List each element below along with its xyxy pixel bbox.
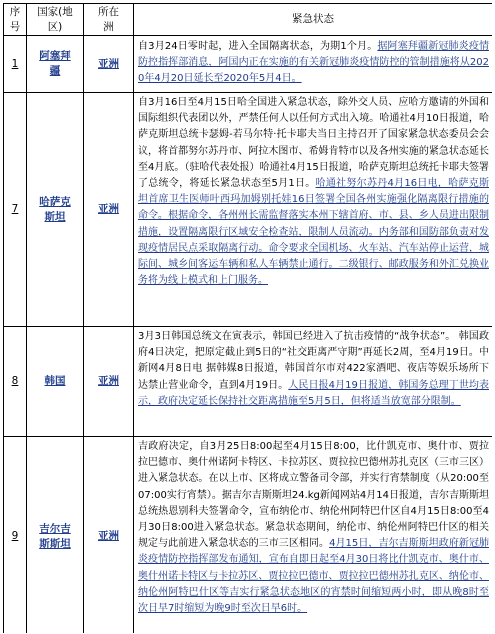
row-number: 8 — [4, 327, 27, 437]
status-plain: 自3月16日至4月15日哈全国进入紧急状态，除外交人员、应哈方邀请的外国和国际组织代表团以外，严禁任何人以任何方式出入境。哈通社4月10日报道，哈萨克斯坦总统卡瑟姆-若马尔特·托卡耶夫当日主持召开了国家紧急状态委员会会议，将首都努尔苏丹市、阿拉木图市、希姆肯特市以及各州实施的紧急状态延长至4月底。（驻哈代表处报）哈通社4月15日报道，哈萨克斯坦总统托卡耶夫签署了总统令，将延长紧急状态至5月1日。 — [138, 97, 489, 190]
table-row — [4, 93, 493, 327]
emergency-status-table — [3, 3, 492, 633]
page — [3, 3, 492, 633]
status-link[interactable]: 4月15日，吉尔吉斯斯坦政府新冠肺炎疫情防控指挥部发布通知，宣布自即日起至4月30日将比什凯克市、奥什市、奥什州诺卡特区与卡拉苏区、贾拉拉巴德市、贾拉拉巴德州苏扎克区、纳伦市、纳伦州阿特巴什区等吉实行紧急状态地区的宵禁时间缩短两小时，即从晚8时至次日早7时缩短为晚9时至次日早6时。 — [138, 538, 490, 615]
continent-name: 亚洲 — [84, 327, 134, 437]
continent-name: 亚洲 — [84, 437, 134, 634]
continent-name: 亚洲 — [84, 36, 134, 93]
row-number: 7 — [4, 93, 27, 327]
status-text — [134, 36, 493, 93]
header-no: 序 号 — [4, 4, 27, 36]
country-name: 韩国 — [27, 327, 84, 437]
header-country: 国家(地 区) — [27, 4, 84, 36]
table-header-row — [4, 4, 493, 36]
row-number: 9 — [4, 437, 27, 634]
status-link[interactable]: 哈通社努尔苏丹4月16日电，哈萨克斯坦首席卫生医师叶西玛加姆别托娃16日签署全国各州实施强化隔离限行措施的命令。根据命令，各州州长需监督落实本州下辖首府、市、县、乡人员进出限制措施，设置隔离限行区域安全检查站，限制人员流动。内务部和国防部负责对发现疫情居民点采取隔离行动。命令要求全国机场、火车站、汽车站停止运营，城际间、城乡间客运车辆和私人车辆禁止通行。二级银行、邮政服务和外汇兑换业务将为线上模式和上门服务。 — [138, 178, 489, 287]
status-text — [134, 437, 493, 634]
country-name: 吉尔吉 斯斯坦 — [27, 437, 84, 634]
status-text — [134, 93, 493, 327]
table-row — [4, 437, 493, 634]
header-status: 紧急状态 — [134, 4, 493, 36]
table-row — [4, 36, 493, 93]
status-text — [134, 327, 493, 437]
country-name: 哈萨克 斯坦 — [27, 93, 84, 327]
status-link[interactable]: 据阿塞拜疆新冠肺炎疫情防控指挥部消息，阿国内正在实施的有关新冠肺炎疫情防控的管制措施将从2020年4月20日延长至2020年5月4日。 — [138, 41, 490, 85]
continent-name: 亚洲 — [84, 93, 134, 327]
status-plain: 吉政府决定，自3月25日8:00起至4月15日8:00，比什凯克市、奥什市、贾拉拉巴德市、奥什州诺阿卡特区、卡拉苏区、贾拉拉巴德州苏扎克区（三市三区）进入紧急状态。在以上市、区将成立警备司令部，并实行宵禁制度（从20:00至07:00实行宵禁）。据吉尔吉斯斯坦24.kg新闻网站4月14日报道，吉尔吉斯斯坦总统热恩别科夫签署命令，宣布纳伦市、纳伦州阿特巴什区自4月15日8:00至4月30日8:00进入紧急状态。紧急状态期间，纳伦市、纳伦州阿特巴什区的相关规定与此前进入紧急状态的三市三区相同。 — [138, 441, 489, 550]
row-number: 1 — [4, 36, 27, 93]
status-plain: 自3月24日零时起，进入全国隔离状态，为期1个月。 — [138, 41, 378, 52]
status-link[interactable]: 人民日报4月19日报道，韩国务总理丁世均表示，政府决定延长保持社交距离措施至5月5日，但将适当放宽部分限制。 — [138, 379, 489, 407]
country-name: 阿塞拜 疆 — [27, 36, 84, 93]
table-row — [4, 327, 493, 437]
status-plain: 3月3日韩国总统文在寅表示，韩国已经进入了抗击疫情的“战争状态”。 韩国政府4日决定，把原定截止到5日的“社交距离严守期”再延长2周，至4月19日。中新网4月8日电 据韩媒8日报道，韩国首尔市对422家酒吧、夜店等娱乐场所下达禁止营业命令，直到4月19日。 — [138, 331, 489, 391]
header-continent: 所在 洲 — [84, 4, 134, 36]
